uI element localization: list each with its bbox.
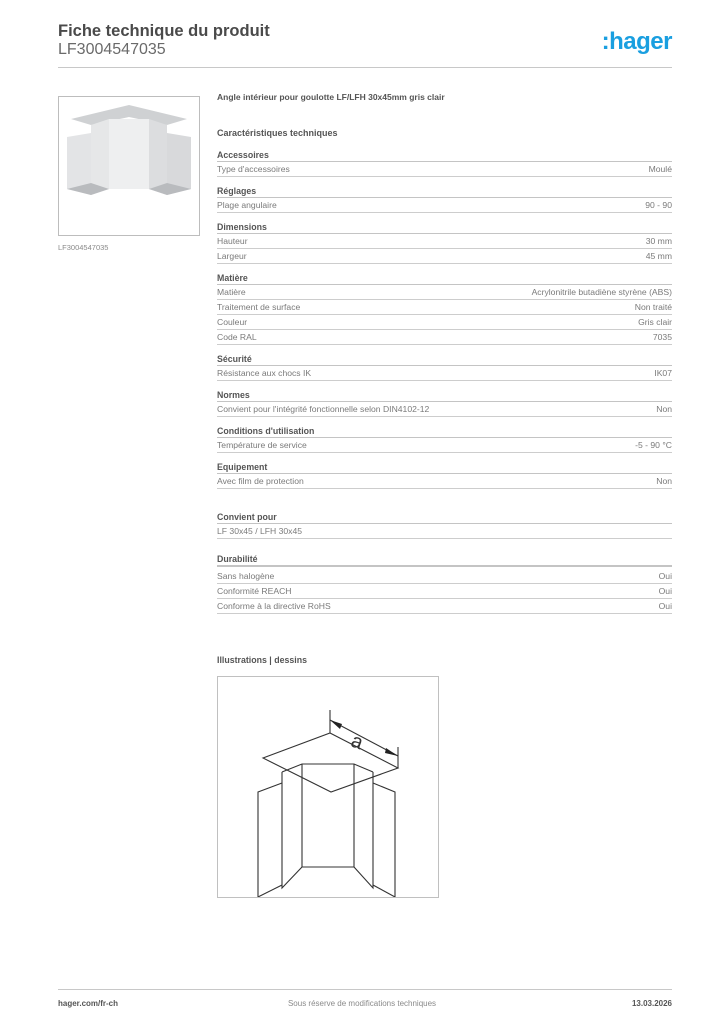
spec-label: Résistance aux chocs IK <box>217 368 312 378</box>
spec-label: Code RAL <box>217 332 257 342</box>
footer-website-link[interactable]: hager.com/fr-ch <box>58 999 119 1008</box>
spec-row <box>217 474 672 489</box>
section-title: Dimensions <box>217 221 672 234</box>
page-header <box>58 20 672 68</box>
spec-label: Sans halogène <box>217 571 275 581</box>
section-reglages <box>217 185 672 213</box>
spec-label: Type d'accessoires <box>217 164 290 174</box>
document-title: Fiche technique du produit <box>58 22 270 40</box>
product-name: Angle intérieur pour goulotte LF/LFH 30x45mm gris clair <box>217 92 445 102</box>
footer-divider <box>58 989 672 990</box>
specifications <box>217 92 672 622</box>
section-normes <box>217 389 672 417</box>
section-matiere <box>217 272 672 345</box>
header-divider <box>58 67 672 68</box>
spec-value: Non <box>656 404 672 414</box>
section-title: Normes <box>217 389 672 402</box>
spec-value: Oui <box>658 586 672 596</box>
spec-row <box>217 569 672 584</box>
spec-row <box>217 234 672 249</box>
spec-row <box>217 249 672 264</box>
section-title: Sécurité <box>217 353 672 366</box>
interior-angle-drawing-icon <box>218 677 438 897</box>
spec-label: Largeur <box>217 251 247 261</box>
section-title: Réglages <box>217 185 672 198</box>
spec-value: 90 - 90 <box>645 200 672 210</box>
spec-row <box>217 198 672 213</box>
dimension-label: a <box>348 729 367 755</box>
spec-label: Matière <box>217 287 246 297</box>
section-convient-pour <box>217 511 672 539</box>
section-accessoires <box>217 149 672 177</box>
spec-label: Hauteur <box>217 236 248 246</box>
spec-row <box>217 599 672 614</box>
spec-row <box>217 300 672 315</box>
spec-value: Oui <box>658 601 672 611</box>
spec-label: Couleur <box>217 317 248 327</box>
spec-value: Non traité <box>634 302 672 312</box>
section-securite <box>217 353 672 381</box>
section-title: Accessoires <box>217 149 672 162</box>
footer-disclaimer: Sous réserve de modifications techniques <box>287 999 437 1008</box>
section-title: Durabilité <box>217 553 672 567</box>
spec-value: Oui <box>658 571 672 581</box>
spec-row <box>217 162 672 177</box>
footer-date: 13.03.2026 <box>631 999 672 1008</box>
section-title: Conditions d'utilisation <box>217 425 672 438</box>
spec-value: IK07 <box>654 368 672 378</box>
product-image-caption: LF3004547035 <box>58 243 109 252</box>
illustrations-title: Illustrations | dessins <box>217 655 307 665</box>
section-title: Equipement <box>217 461 672 474</box>
spec-value: Acrylonitrile butadiène styrène (ABS) <box>531 287 672 297</box>
spec-label: Avec film de protection <box>217 476 304 486</box>
specs-title: Caractéristiques techniques <box>217 128 338 138</box>
spec-row <box>217 402 672 417</box>
spec-label: Plage angulaire <box>217 200 277 210</box>
section-dimensions <box>217 221 672 264</box>
section-durabilite <box>217 553 672 614</box>
spec-label: Température de service <box>217 440 307 450</box>
spec-value: Moulé <box>648 164 672 174</box>
spec-row <box>217 438 672 453</box>
spec-row <box>217 330 672 345</box>
spec-value: Non <box>656 476 672 486</box>
spec-row <box>217 285 672 300</box>
section-title: Matière <box>217 272 672 285</box>
spec-value: 45 mm <box>645 251 672 261</box>
spec-value: 7035 <box>652 332 672 342</box>
product-photo <box>58 96 200 236</box>
interior-angle-photo-icon <box>59 97 199 235</box>
product-reference: LF3004547035 <box>58 41 166 58</box>
spec-row <box>217 584 672 599</box>
section-conditions-utilisation <box>217 425 672 453</box>
spec-label: Traitement de surface <box>217 302 301 312</box>
spec-label: Conforme à la directive RoHS <box>217 601 331 611</box>
section-equipement <box>217 461 672 489</box>
spec-value: Gris clair <box>638 317 672 327</box>
spec-value: 30 mm <box>645 236 672 246</box>
spec-row <box>217 366 672 381</box>
spec-label: LF 30x45 / LFH 30x45 <box>217 526 303 536</box>
spec-row <box>217 315 672 330</box>
hager-logo: :hager <box>601 28 672 55</box>
spec-label: Conformité REACH <box>217 586 292 596</box>
spec-value: -5 - 90 °C <box>635 440 672 450</box>
technical-drawing <box>217 676 439 898</box>
spec-label: Convient pour l'intégrité fonctionnelle selon DIN4102-12 <box>217 404 430 414</box>
section-title: Convient pour <box>217 511 672 524</box>
spec-row <box>217 524 672 539</box>
